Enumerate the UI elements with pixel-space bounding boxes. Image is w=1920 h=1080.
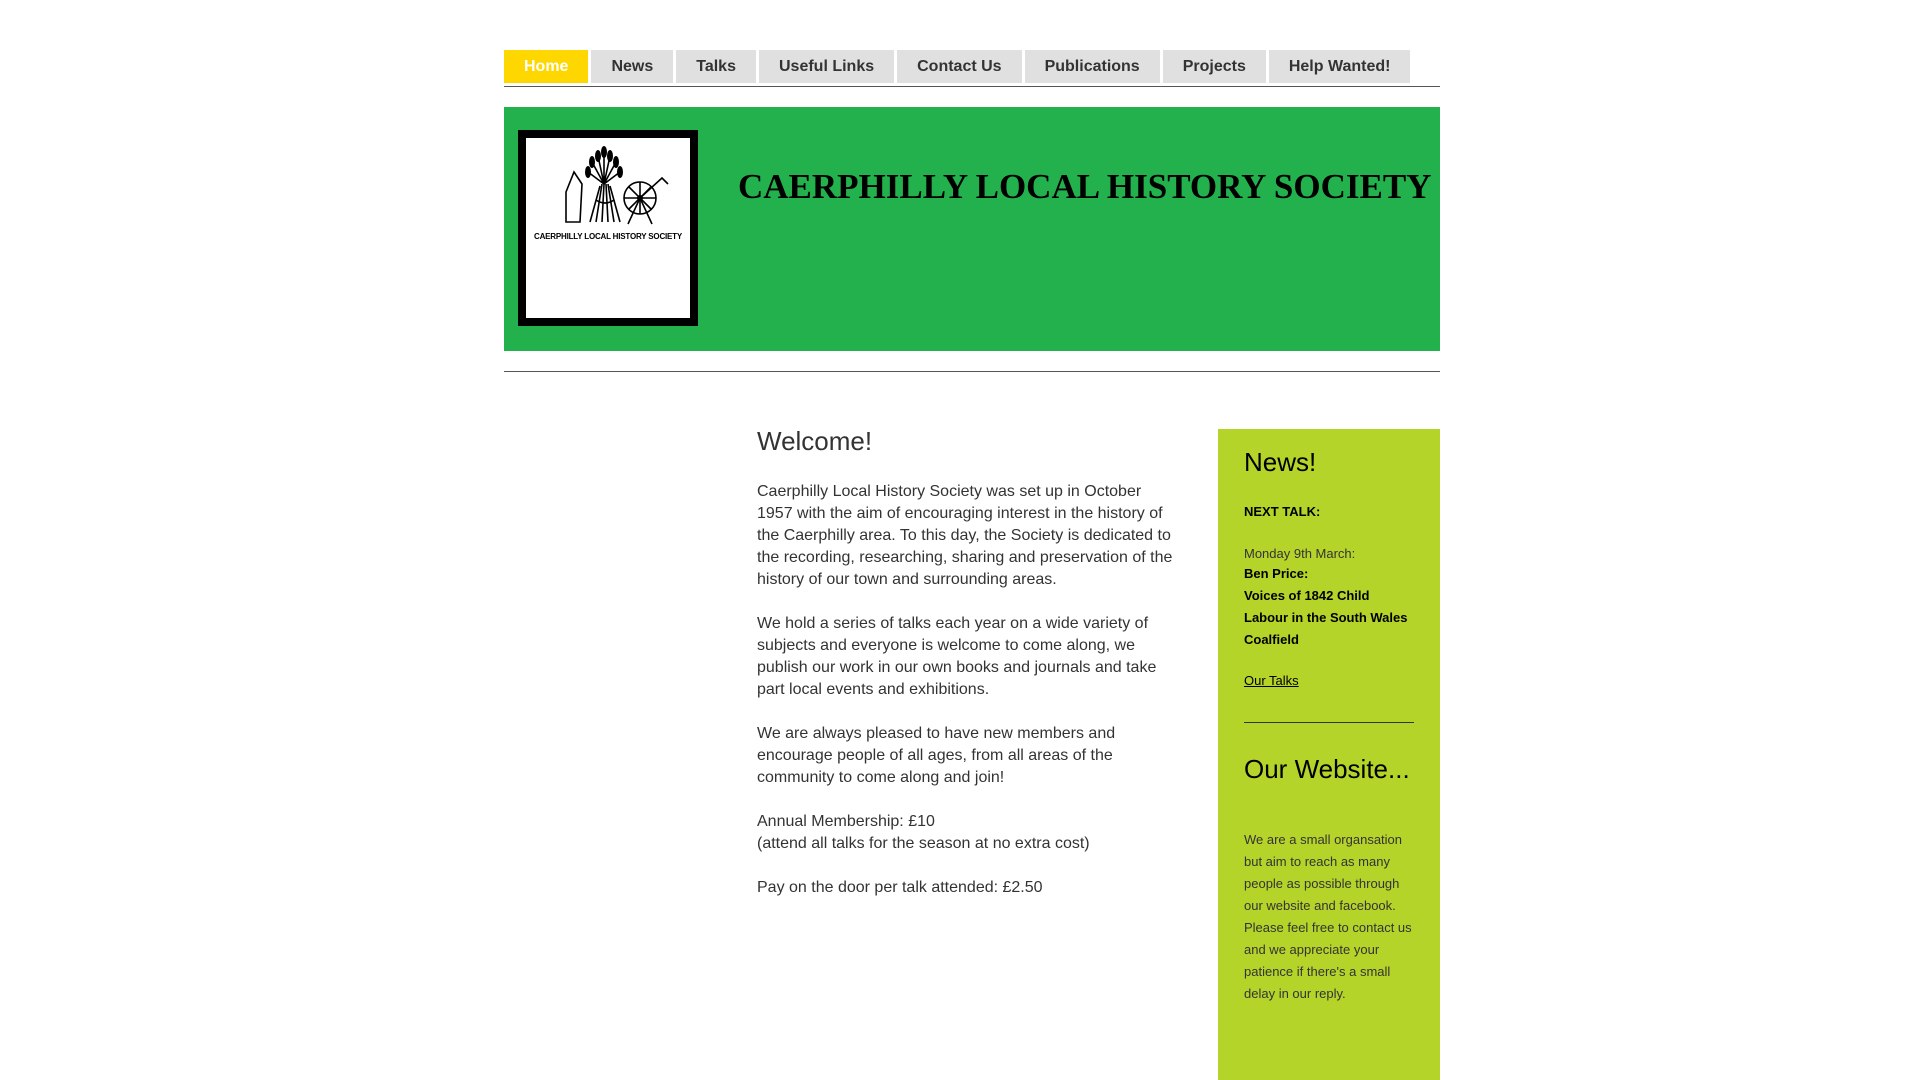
nav-item-talks[interactable]: Talks (676, 50, 756, 83)
our-talks-link[interactable]: Our Talks (1244, 673, 1299, 688)
website-heading: Our Website... (1244, 754, 1410, 784)
nav-item-useful-links[interactable]: Useful Links (759, 50, 894, 83)
talk-date: Monday 9th March: (1244, 546, 1356, 561)
header-banner (504, 107, 1440, 351)
main-navigation (504, 50, 1440, 87)
website-text: We are a small organsation but aim to reach as many people as possible through our website and facebook. Please feel free to contact us and we appreciate your patience if there's a small delay in our reply. (1244, 832, 1412, 1001)
talk-title: Voices of 1842 Child Labour in the South Wales Coalfield (1244, 588, 1408, 647)
welcome-content (757, 426, 1177, 921)
intro-paragraph: Caerphilly Local History Society was set up in October 1957 with the aim of encouraging interest in the history of the Caerphilly area. To this day, the Society is dedicated to the recording, researching, sharing and preservation of the history of our town and surrounding areas. (757, 483, 1173, 588)
news-sidebar (1218, 429, 1440, 1080)
nav-item-projects[interactable]: Projects (1163, 50, 1266, 83)
site-title: CAERPHILLY LOCAL HISTORY SOCIETY (738, 167, 1432, 206)
talk-speaker: Ben Price: (1244, 566, 1309, 581)
nav-item-help-wanted[interactable]: Help Wanted! (1269, 50, 1411, 83)
nav-item-news[interactable]: News (591, 50, 673, 83)
membership-note: (attend all talks for the season at no extra cost) (757, 835, 1090, 852)
nav-item-contact-us[interactable]: Contact Us (897, 50, 1021, 83)
membership-info (757, 811, 1177, 855)
wheatsheaf-spinning-wheel-logo-icon (544, 144, 674, 232)
news-heading: News! (1244, 447, 1317, 477)
welcome-heading: Welcome! (757, 426, 873, 456)
nav-list (504, 50, 1440, 83)
logo (526, 138, 690, 318)
next-talk-label: NEXT TALK: (1244, 504, 1321, 519)
membership-price: Annual Membership: £10 (757, 813, 935, 830)
logo-frame (518, 130, 698, 326)
nav-item-home[interactable]: Home (504, 50, 588, 83)
logo-caption: CAERPHILLY LOCAL HISTORY SOCIETY (534, 232, 682, 241)
header-divider (504, 371, 1440, 372)
members-paragraph: We are always pleased to have new members and encourage people of all ages, from all areas of the community to come along and join! (757, 725, 1116, 786)
talks-paragraph: We hold a series of talks each year on a wide variety of subjects and everyone is welcome to come along, we publish our work in our own books and journals and take part local events and exhibitions. (757, 615, 1157, 698)
sidebar-divider (1244, 722, 1414, 723)
door-price: Pay on the door per talk attended: £2.50 (757, 879, 1043, 896)
nav-item-publications[interactable]: Publications (1025, 50, 1160, 83)
